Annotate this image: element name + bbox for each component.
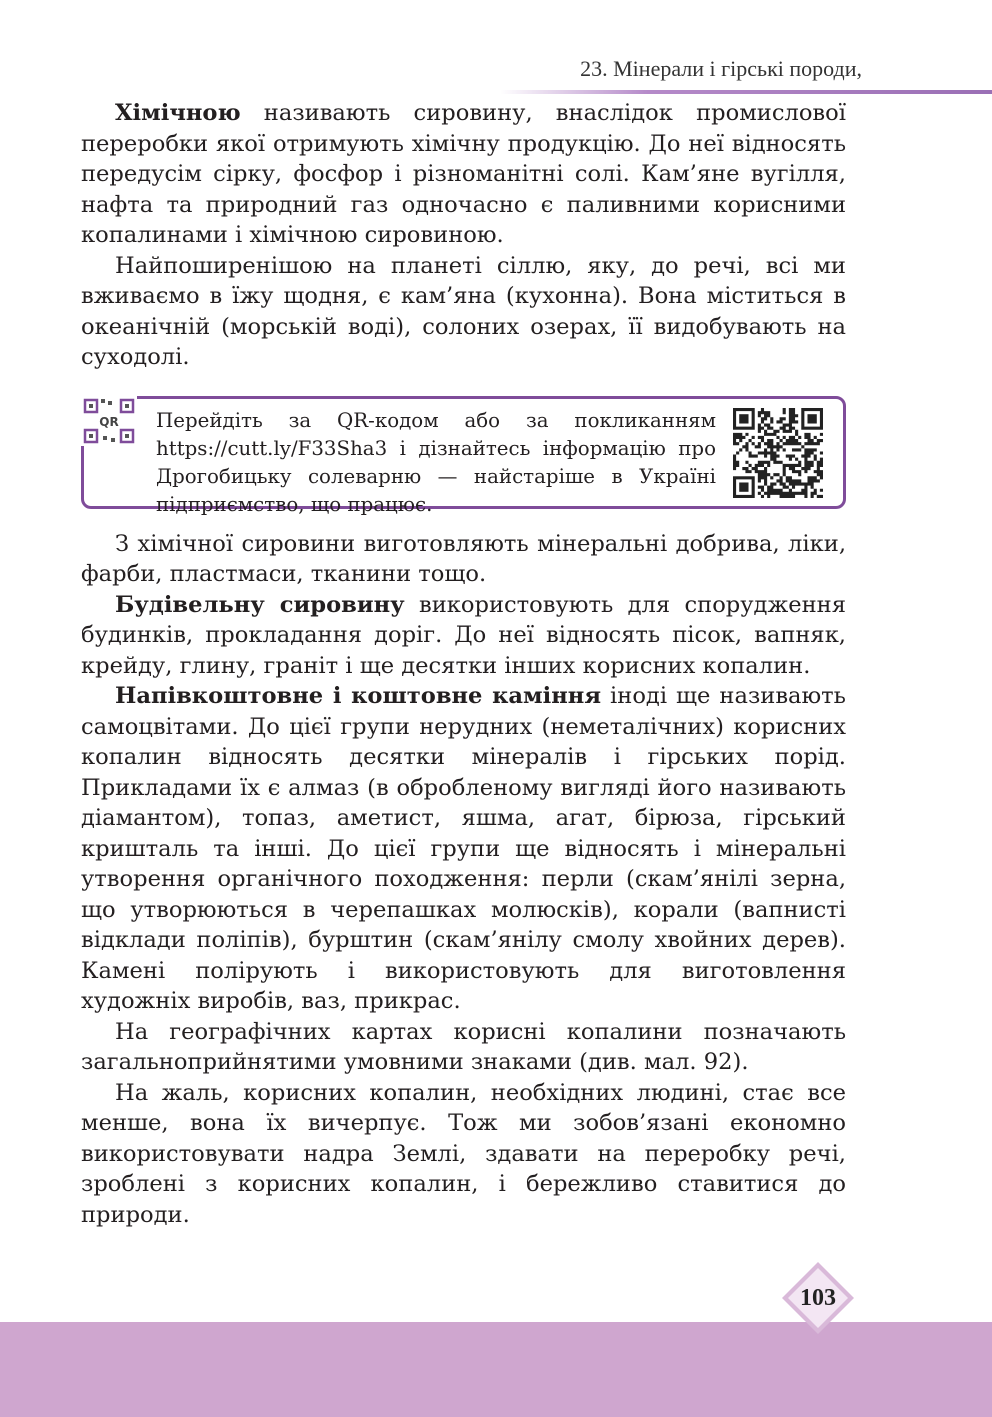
paragraph-text: називають сировину, внаслідок промислової переробки якої отримують хімічну продукцію. До неї відносять передусім сірку, фосфор і різноманітні солі. Кам’яне вугілля, нафта та природний газ одночасно є паливними корисними копалинами і хімічною сировиною. [81, 100, 846, 248]
qr-info-box [81, 396, 846, 516]
running-header: 23. Мінерали і гірські породи, [580, 56, 862, 81]
paragraph-construction [81, 590, 846, 682]
paragraph-salt [81, 251, 846, 373]
qr-badge-icon [81, 396, 137, 446]
term-chemical: Хімічною [115, 100, 241, 126]
qr-box-text: Перейдіть за QR-кодом або за покликанням https://cutt.ly/F33Sha3 і дізнайтесь інформацію про Дрогобицьку солеварню — найстаріше в Україні підприємство, що працює. [156, 408, 716, 516]
paragraph-text: іноді ще називають самоцвітами. До цієї групи нерудних (неметалічних) корисних копалин відносять десятки мінералів і гірських порід. Прикладами їх є алмаз (в обробленому вигляді його називають діамантом), топаз, аметист, яшма, агат, бірюза, гірський кришталь та інші. До цієї групи ще відносять і мінеральні утворення органічного походження: перли (скам’янілі зерна, що утворюються в черепашках молюсків), корали (вапнисті відклади поліпів), бурштин (скам’янілу смолу хвойних дерев). Камені полірують і використовують для виготовлення художніх виробів, ваз, прикрас. [81, 683, 846, 1014]
paragraph-text: На жаль, корисних копалин, необхідних людині, стає все менше, вона їх вичерпує. Тож ми зобов’язані економно використовувати надра Землі, здавати на переробку речі, зроблені з корисних копалин, і бережливо ставитися до природи. [81, 1079, 846, 1228]
page-number: 103 [800, 1284, 836, 1311]
page-content [81, 98, 846, 1230]
term-gemstones: Напівкоштовне і коштовне каміння [115, 683, 602, 709]
paragraph-text: На географічних картах корисні копалини позначають загальноприйнятими умовними знаками (див. мал. 92). [81, 1018, 846, 1075]
paragraph-gemstones [81, 681, 846, 1017]
term-construction: Будівельну сировину [115, 591, 405, 618]
footer-band [0, 1322, 992, 1417]
qr-badge-label: QR [99, 414, 119, 429]
paragraph-chemical [81, 98, 846, 251]
page-number-badge [780, 1260, 856, 1336]
header-rule [500, 90, 992, 94]
paragraph-text: З хімічної сировини виготовляють мінеральні добрива, ліки, фарби, пластмаси, тканини тощо. [81, 530, 846, 587]
paragraph-products [81, 529, 846, 590]
paragraph-maps [81, 1017, 846, 1078]
paragraph-text: використовують для спорудження будинків, прокладання доріг. До неї відносять пісок, вапняк, крейду, глину, граніт і ще десятки інших корисних копалин. [81, 591, 846, 679]
paragraph-conservation [81, 1078, 846, 1231]
qr-code-image[interactable] [733, 408, 823, 498]
paragraph-text: Найпоширенішою на планеті сіллю, яку, до речі, всі ми вживаємо в їжу щодня, є кам’яна (кухонна). Вона міститься в океанічній (морській воді), солоних озерах, її видобувають на суходолі. [81, 252, 846, 370]
